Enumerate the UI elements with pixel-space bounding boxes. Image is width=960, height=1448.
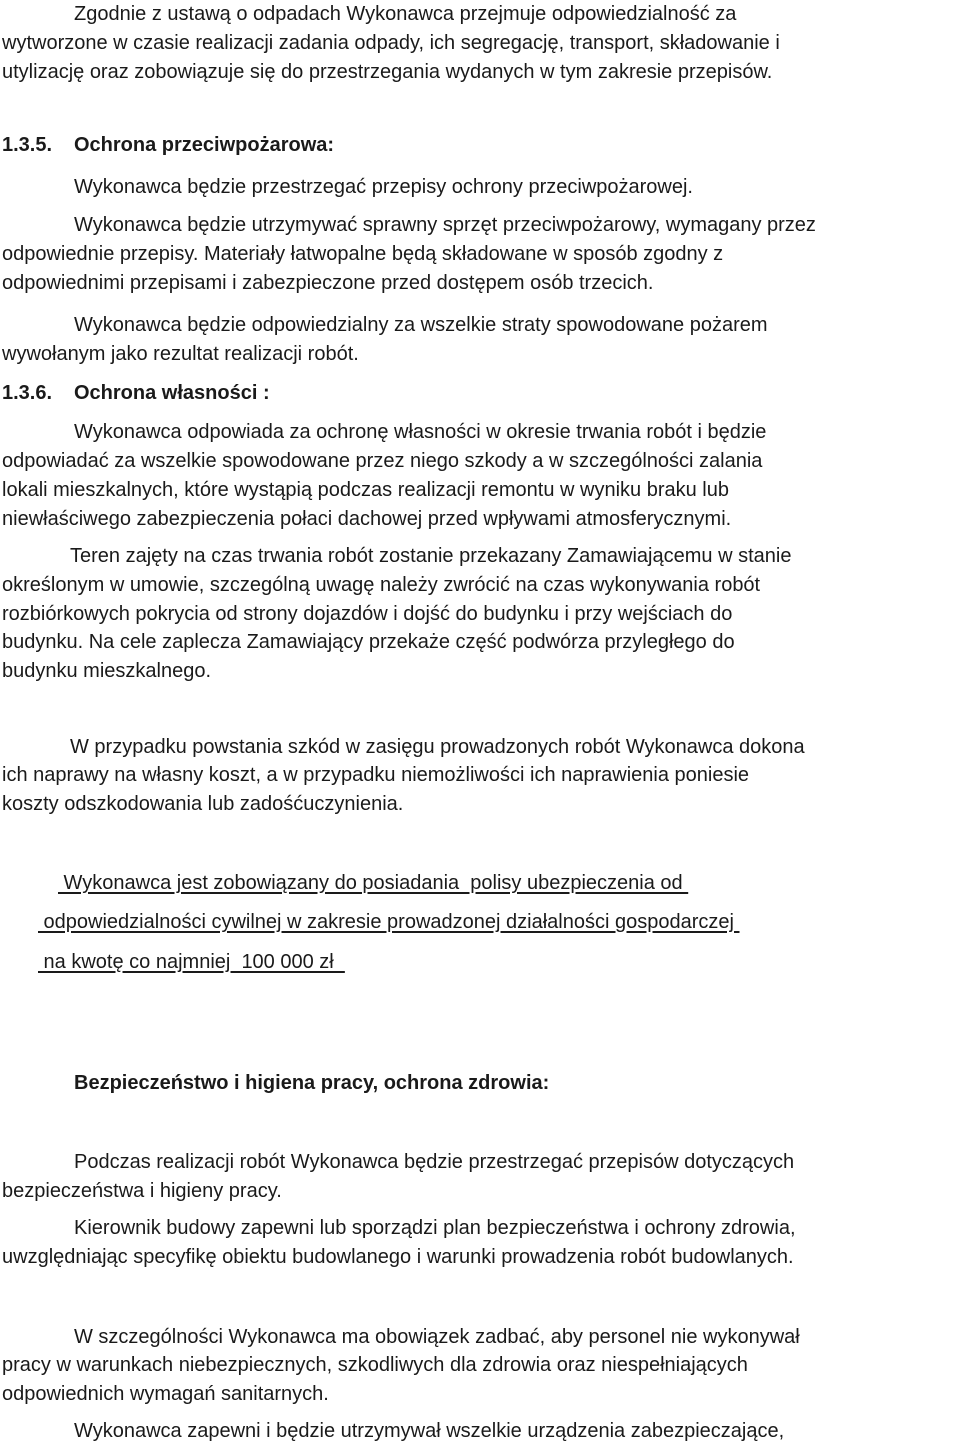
intro-line: Zgodnie z ustawą o odpadach Wykonawca przejmuje odpowiedzialność za bbox=[74, 3, 737, 25]
intro-line: utylizację oraz zobowiązuje się do przestrzegania wydanych w tym zakresie przepisów. bbox=[2, 61, 773, 83]
bhp-line: W szczególności Wykonawca ma obowiązek zadbać, aby personel nie wykonywał bbox=[74, 1326, 800, 1348]
site-line: budynku. Na cele zaplecza Zamawiający przekaże część podwórza przyległego do bbox=[2, 631, 735, 653]
section-135-title: Ochrona przeciwpożarowa: bbox=[74, 134, 335, 156]
section-136-line: odpowiadać za wszelkie spowodowane przez niego szkody a w szczególności zalania bbox=[2, 450, 763, 472]
insurance-line: Wykonawca jest zobowiązany do posiadania polisy ubezpieczenia od bbox=[58, 872, 689, 894]
section-135-line: Wykonawca będzie utrzymywać sprawny sprzęt przeciwpożarowy, wymagany przez bbox=[74, 214, 816, 236]
site-line: Teren zajęty na czas trwania robót zostanie przekazany Zamawiającemu w stanie bbox=[70, 545, 792, 567]
damage-line: W przypadku powstania szkód w zasięgu prowadzonych robót Wykonawca dokona bbox=[70, 736, 805, 758]
section-135-line: odpowiednimi przepisami i zabezpieczone przed dostępem osób trzecich. bbox=[2, 272, 654, 294]
bhp-line: Kierownik budowy zapewni lub sporządzi plan bezpieczeństwa i ochrony zdrowia, bbox=[74, 1217, 796, 1239]
intro-line: wytworzone w czasie realizacji zadania odpady, ich segregację, transport, składowanie i bbox=[2, 32, 780, 54]
section-136-line: Wykonawca odpowiada za ochronę własności w okresie trwania robót i będzie bbox=[74, 421, 767, 443]
section-136-number: 1.3.6. bbox=[2, 382, 53, 404]
damage-line: koszty odszkodowania lub zadośćuczynienia. bbox=[2, 793, 404, 815]
site-line: budynku mieszkalnego. bbox=[2, 660, 212, 682]
bhp-line: Podczas realizacji robót Wykonawca będzie przestrzegać przepisów dotyczących bbox=[74, 1151, 795, 1173]
section-135-line: wywołanym jako rezultat realizacji robót. bbox=[2, 343, 359, 365]
section-135-number: 1.3.5. bbox=[2, 134, 53, 156]
bhp-line: odpowiednich wymagań sanitarnych. bbox=[2, 1383, 329, 1405]
bhp-line: Wykonawca zapewni i będzie utrzymywał wszelkie urządzenia zabezpieczające, bbox=[74, 1420, 785, 1442]
bhp-title: Bezpieczeństwo i higiena pracy, ochrona zdrowia: bbox=[74, 1072, 550, 1094]
insurance-line: na kwotę co najmniej 100 000 zł bbox=[38, 951, 345, 973]
section-135-line: odpowiednie przepisy. Materiały łatwopalne będą składowane w sposób zgodny z bbox=[2, 243, 724, 265]
damage-line: ich naprawy na własny koszt, a w przypadku niemożliwości ich naprawienia poniesie bbox=[2, 764, 750, 786]
section-136-line: niewłaściwego zabezpieczenia połaci dachowej przed wpływami atmosferycznymi. bbox=[2, 508, 732, 530]
bhp-line: uwzględniając specyfikę obiektu budowlanego i warunki prowadzenia robót budowlanych. bbox=[2, 1246, 794, 1268]
section-136-title: Ochrona własności : bbox=[74, 382, 270, 404]
section-135-line: Wykonawca będzie przestrzegać przepisy ochrony przeciwpożarowej. bbox=[74, 176, 693, 198]
section-136-line: lokali mieszkalnych, które wystąpią podczas realizacji remontu w wyniku braku lub bbox=[2, 479, 729, 501]
section-135-line: Wykonawca będzie odpowiedzialny za wszelkie straty spowodowane pożarem bbox=[74, 314, 768, 336]
bhp-line: pracy w warunkach niebezpiecznych, szkodliwych dla zdrowia oraz niespełniających bbox=[2, 1354, 748, 1376]
site-line: określonym w umowie, szczególną uwagę należy zwrócić na czas wykonywania robót bbox=[2, 574, 761, 596]
site-line: rozbiórkowych pokrycia od strony dojazdów i dojść do budynku i przy wejściach do bbox=[2, 603, 733, 625]
bhp-line: bezpieczeństwa i higieny pracy. bbox=[2, 1180, 282, 1202]
insurance-line: odpowiedzialności cywilnej w zakresie prowadzonej działalności gospodarczej bbox=[38, 911, 740, 933]
